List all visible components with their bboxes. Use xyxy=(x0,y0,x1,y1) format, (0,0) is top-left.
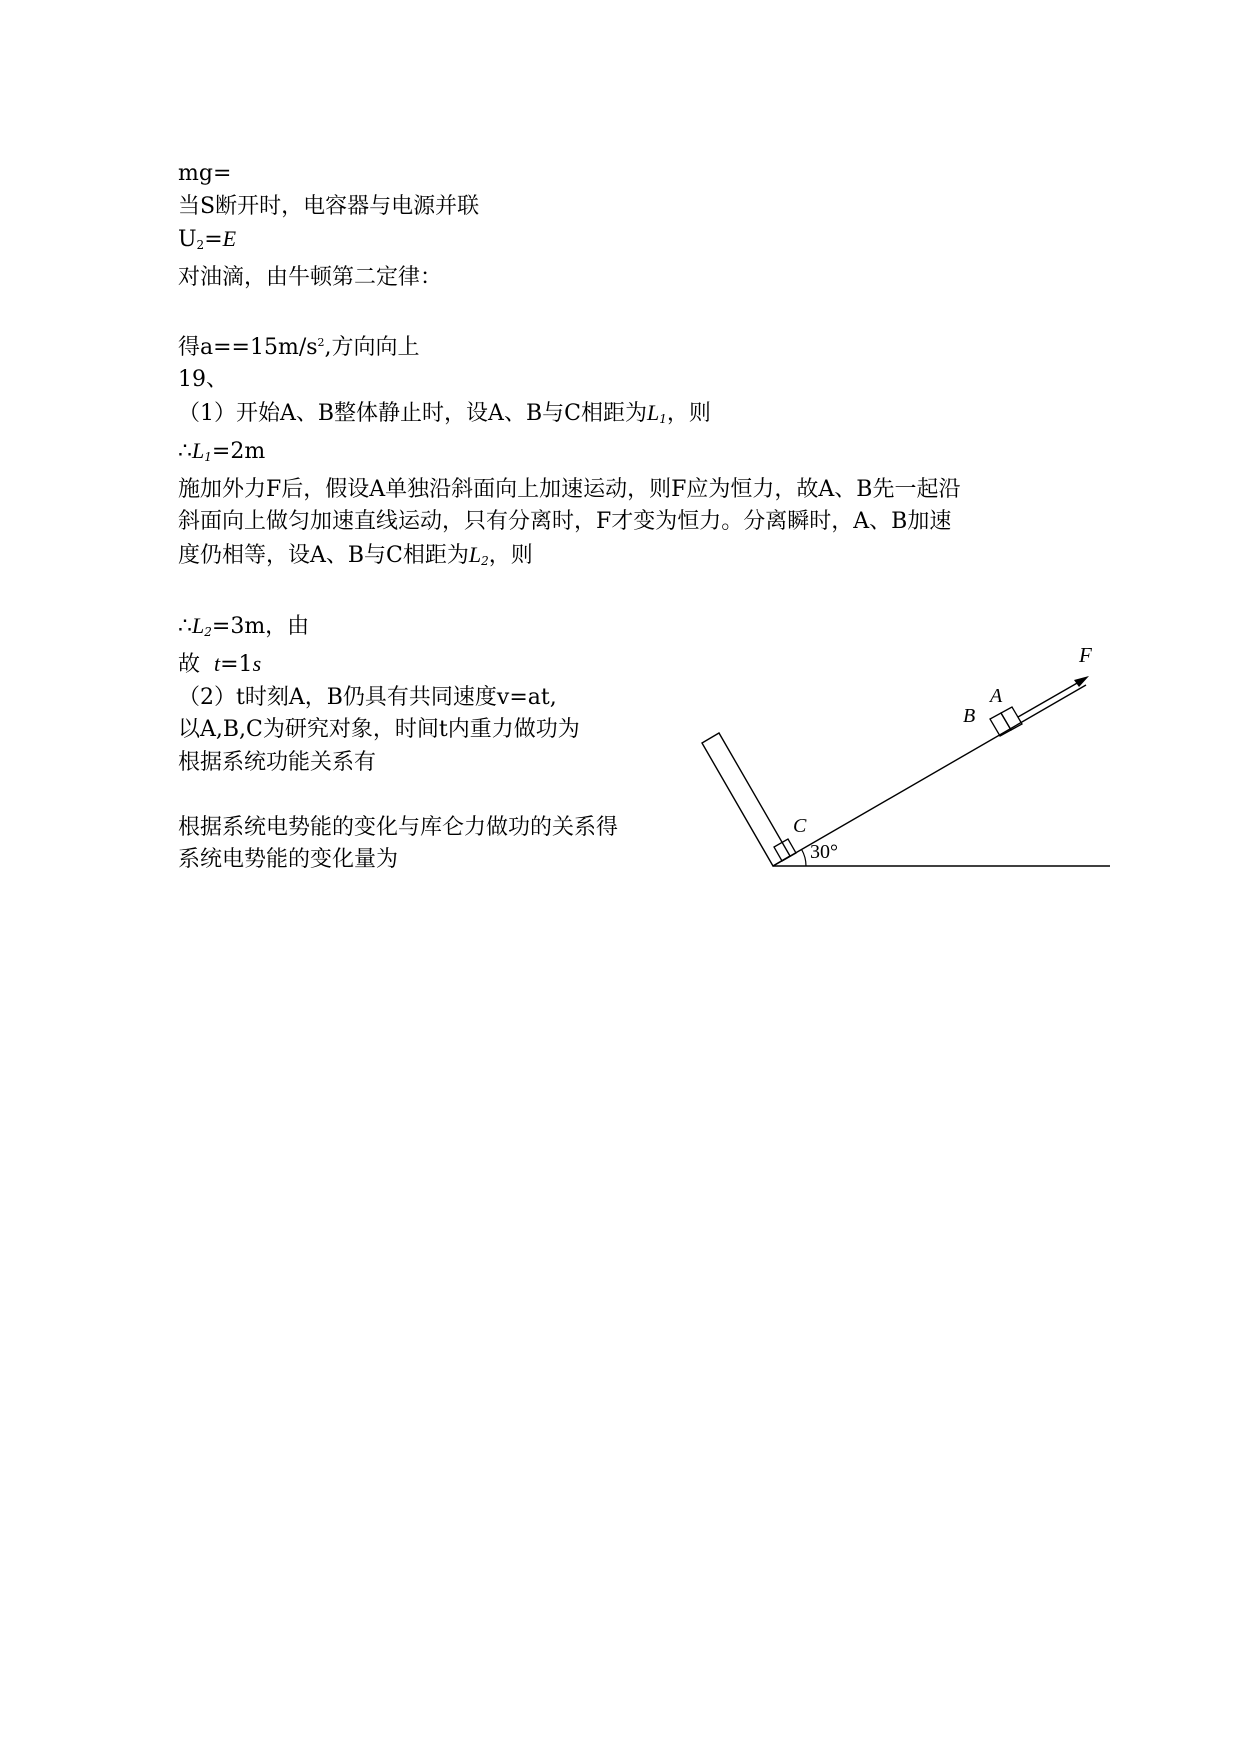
time-value: =1 xyxy=(220,652,253,677)
l-symbol: L xyxy=(468,541,482,567)
label-f: F xyxy=(1079,643,1092,667)
block-c xyxy=(774,839,796,861)
l-symbol: L xyxy=(646,399,660,425)
force-analysis-2: 斜面向上做匀加速直线运动，只有分离时，F才变为恒力。分离瞬时，A、B加速 xyxy=(178,509,952,534)
text-line xyxy=(178,223,1058,262)
emf-symbol: E xyxy=(222,226,237,251)
time-unit: s xyxy=(252,651,262,676)
incline-diagram xyxy=(700,630,1120,870)
force-analysis-1: 施加外力F后，假设A单独沿斜面向上加速运动，则F应为恒力，故A、B先一起沿 xyxy=(178,476,961,502)
force-arrow xyxy=(1018,682,1079,717)
system-statement: 以A,B,C为研究对象，时间t内重力做功为 xyxy=(178,717,580,742)
equals-sign: = xyxy=(204,227,223,252)
force-analysis-3: 度仍相等，设A、B与C相距为 xyxy=(178,542,469,568)
energy-statement: 根据系统功能关系有 xyxy=(178,749,377,775)
equation-mg: mg= xyxy=(178,161,232,186)
l-subscript: 2 xyxy=(481,553,489,568)
acceleration-result: 得a==15m/s xyxy=(178,334,318,360)
l-subscript: 1 xyxy=(204,450,212,464)
u2-subscript: 2 xyxy=(196,238,205,252)
potential-statement-1: 根据系统电势能的变化与库仑力做功的关系得 xyxy=(178,814,619,840)
force-arrowhead xyxy=(1074,676,1089,687)
part1-statement: （1）开始A、B整体静止时，设A、B与C相距为 xyxy=(178,400,647,426)
label-c: C xyxy=(793,815,807,837)
superscript: 2 xyxy=(317,335,325,349)
u2-symbol: U xyxy=(178,227,197,252)
text-line xyxy=(178,474,1058,507)
text-line xyxy=(178,506,1058,539)
blank-line xyxy=(178,577,1058,610)
angle-arc xyxy=(802,850,806,867)
label-b: B xyxy=(963,705,976,727)
incline-line xyxy=(773,685,1086,866)
part1-suffix: ，则 xyxy=(666,400,711,426)
l-subscript: 1 xyxy=(659,411,667,426)
direction-text: ,方向向上 xyxy=(324,334,420,360)
l-subscript: 2 xyxy=(204,624,212,639)
text-line xyxy=(178,364,1058,397)
text-line xyxy=(178,158,1058,191)
l-symbol: L xyxy=(192,612,205,638)
potential-statement-2: 系统电势能的变化量为 xyxy=(178,847,399,872)
blank-line xyxy=(178,294,1058,327)
force-analysis-suffix: ，则 xyxy=(488,542,533,568)
text-line xyxy=(178,262,1058,295)
time-prefix: 故 xyxy=(178,652,214,677)
t-symbol: t xyxy=(214,651,221,676)
part2-statement: （2）t时刻A，B仍具有共同速度v=at, xyxy=(178,684,557,710)
therefore-symbol: ∴ xyxy=(178,439,192,464)
switch-open-statement: 当S断开时，电容器与电源并联 xyxy=(178,193,480,219)
l1-value: =2m xyxy=(211,439,266,464)
l-symbol: L xyxy=(192,438,205,463)
newton-law-statement: 对油滴，由牛顿第二定律： xyxy=(178,264,443,290)
label-angle: 30° xyxy=(810,841,838,863)
text-line xyxy=(178,397,1058,436)
block-a xyxy=(1001,707,1022,730)
therefore-symbol: ∴ xyxy=(178,613,192,639)
question-number: 19、 xyxy=(178,367,228,392)
text-line xyxy=(178,539,1058,578)
l2-value: =3m，由 xyxy=(211,613,310,639)
text-line xyxy=(178,327,1058,365)
label-a: A xyxy=(990,685,1003,707)
text-line xyxy=(178,191,1058,224)
text-line xyxy=(178,435,1058,474)
